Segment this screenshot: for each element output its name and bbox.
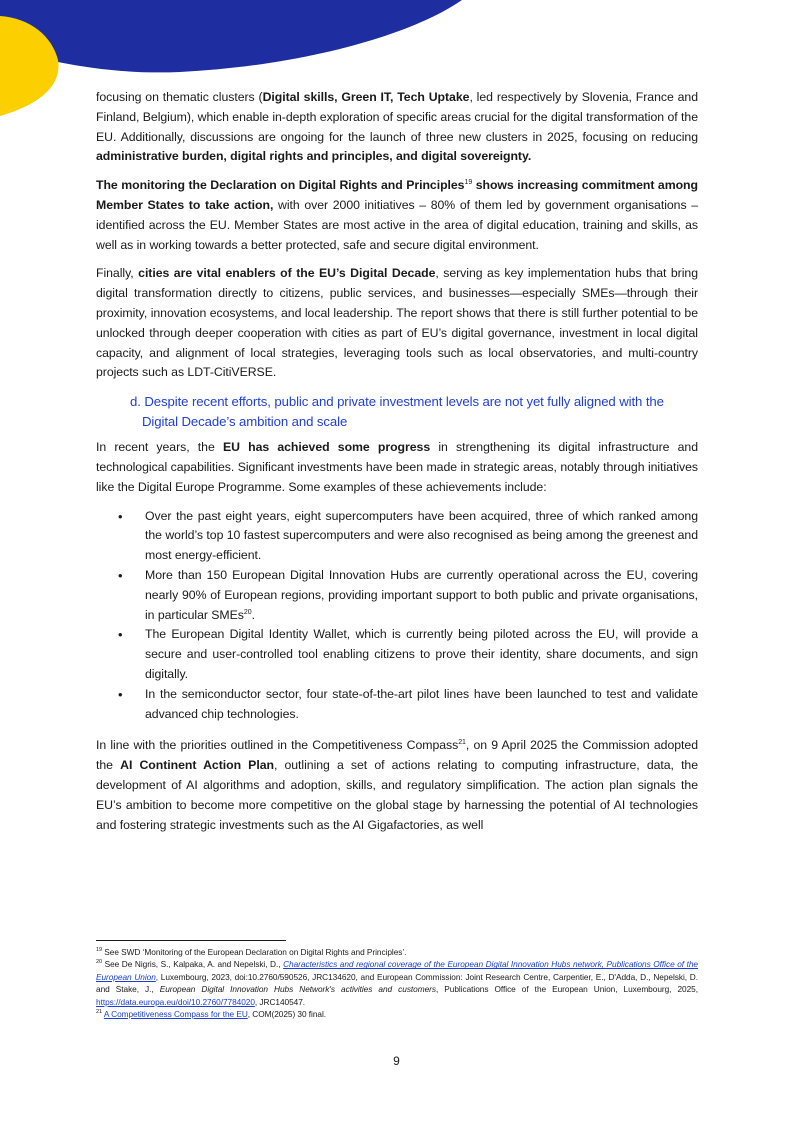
footnote-link-edih-report[interactable]: Characteristics and regional coverage of the European Digital Innovation Hubs network, Publications Office of the European Union bbox=[96, 959, 698, 982]
footnotes bbox=[96, 946, 698, 1020]
footnote-20: $^{20}$ See De Nigris, S., Kalpaka, A. and Nepelski, D., Characteristics and regional coverage of the European Digital Innovation Hubs network, Publications Office of the European Union, Luxembourg, 2023, doi:10.2760/590526, JRC134620, and European Commission: Joint Research Centre, Carpentier, E., D'Adda, D., Nepelski, D. and Stake, J., European Digital Innovation Hubs Network's activities and customers, Publications Office of the European Union, Luxembourg, 2025, https://data.europa.eu/doi/10.2760/7784020, JRC140547. bbox=[96, 959, 698, 1007]
footnote-ref-20[interactable]: 20 bbox=[243, 608, 252, 616]
footnote-separator bbox=[96, 940, 286, 941]
bullet-icon: • bbox=[118, 686, 123, 702]
main-text bbox=[96, 88, 698, 844]
blue-wave-shape bbox=[0, 0, 462, 72]
paragraph-clusters: focusing on thematic clusters (Digital skills, Green IT, Tech Uptake, led respectively by Slovenia, France and Finland, Belgium), which enable in-depth exploration of specific areas crucial for the digital transformation of the EU. Additionally, discussions are ongoing for the launch of three new clusters in 2025, focusing on reducing administrative burden, digital rights and principles, and digital sovereignty. bbox=[96, 90, 699, 164]
list-item: • More than 150 European Digital Innovation Hubs are currently operational across the EU, covering nearly 90% of European regions, providing important support to both public and private organisations, in particular SMEs$^{20}$. bbox=[118, 567, 698, 622]
footnote-ref-21[interactable]: 21 bbox=[458, 739, 466, 747]
footnote-link-compass[interactable]: A Competitiveness Compass for the EU bbox=[103, 1009, 248, 1020]
bullet-icon: • bbox=[118, 508, 123, 524]
footnote-19: $^{19}$ See SWD ‘Monitoring of the European Declaration on Digital Rights and Principles’. bbox=[96, 947, 407, 957]
paragraph-declaration: The monitoring the Declaration on Digital Rights and Principles$^{19}$ shows increasing commitment among Member States to take action, with over 2000 initiatives – 80% of them led by government organisations – identified across the EU. Member States are most active in the area of digital education, training and skills, as well as in working towards a better protected, safe and secure digital environment. bbox=[96, 178, 699, 252]
section-heading-d: d. Despite recent efforts, public and private investment levels are not yet fully aligned with the Digital Decade’s ambition and scale bbox=[130, 394, 664, 430]
footnote-link-doi[interactable]: https://data.europa.eu/doi/10.2760/7784020 bbox=[96, 996, 255, 1007]
bullet-icon: • bbox=[118, 627, 123, 643]
page-number: 9 bbox=[393, 1054, 400, 1068]
footnote-21: $^{21}$ A Competitiveness Compass for the EU, COM(2025) 30 final. bbox=[96, 1009, 327, 1020]
bullet-icon: • bbox=[118, 567, 123, 583]
list-item: • The European Digital Identity Wallet, which is currently being piloted across the EU, will provide a secure and user-controlled tool enabling citizens to prove their identity, share documents, and sign digitally. bbox=[118, 627, 698, 681]
list-item: • In the semiconductor sector, four state-of-the-art pilot lines have been launched to test and validate advanced chip technologies. bbox=[118, 686, 698, 721]
paragraph-ai-plan: In line with the priorities outlined in the Competitiveness Compass$^{21}$, on 9 April 2025 the Commission adopted the AI Continent Action Plan, outlining a set of actions relating to computing infrastructure, data, the development of AI algorithms and adoption, skills, and regulatory simplification. The action plan signals the EU’s ambition to become more competitive on the global stage by harnessing the potential of AI technologies and fostering strategic investments such as the AI Gigafactories, as well bbox=[96, 738, 699, 832]
paragraph-cities: Finally, cities are vital enablers of the EU’s Digital Decade, serving as key implementation hubs that bring digital transformation directly to citizens, public services, and businesses—especially SMEs—through their proximity, innovation ecosystems, and local leadership. The report shows that there is still further potential to be unlocked through deeper cooperation with cities as part of EU’s digital governance, investment in local digital capacity, and alignment of local strategies, leveraging tools such as local observatories, and multi-country projects such as LDT-CitiVERSE. bbox=[96, 266, 698, 380]
achievements-list bbox=[96, 507, 698, 725]
list-item: • Over the past eight years, eight supercomputers have been acquired, three of which ranked among the world’s top 10 fastest supercomputers and were also recognised as being among the greenest and most energy-efficient. bbox=[118, 508, 698, 563]
yellow-blob-shape bbox=[0, 16, 59, 116]
footnote-ref-19[interactable]: 19 bbox=[464, 179, 473, 187]
paragraph-progress: In recent years, the EU has achieved some progress in strengthening its digital infrastructure and technological capabilities. Significant investments have been made in strategic areas, notably through initiatives like the Digital Europe Programme. Some examples of these achievements include: bbox=[96, 440, 698, 494]
